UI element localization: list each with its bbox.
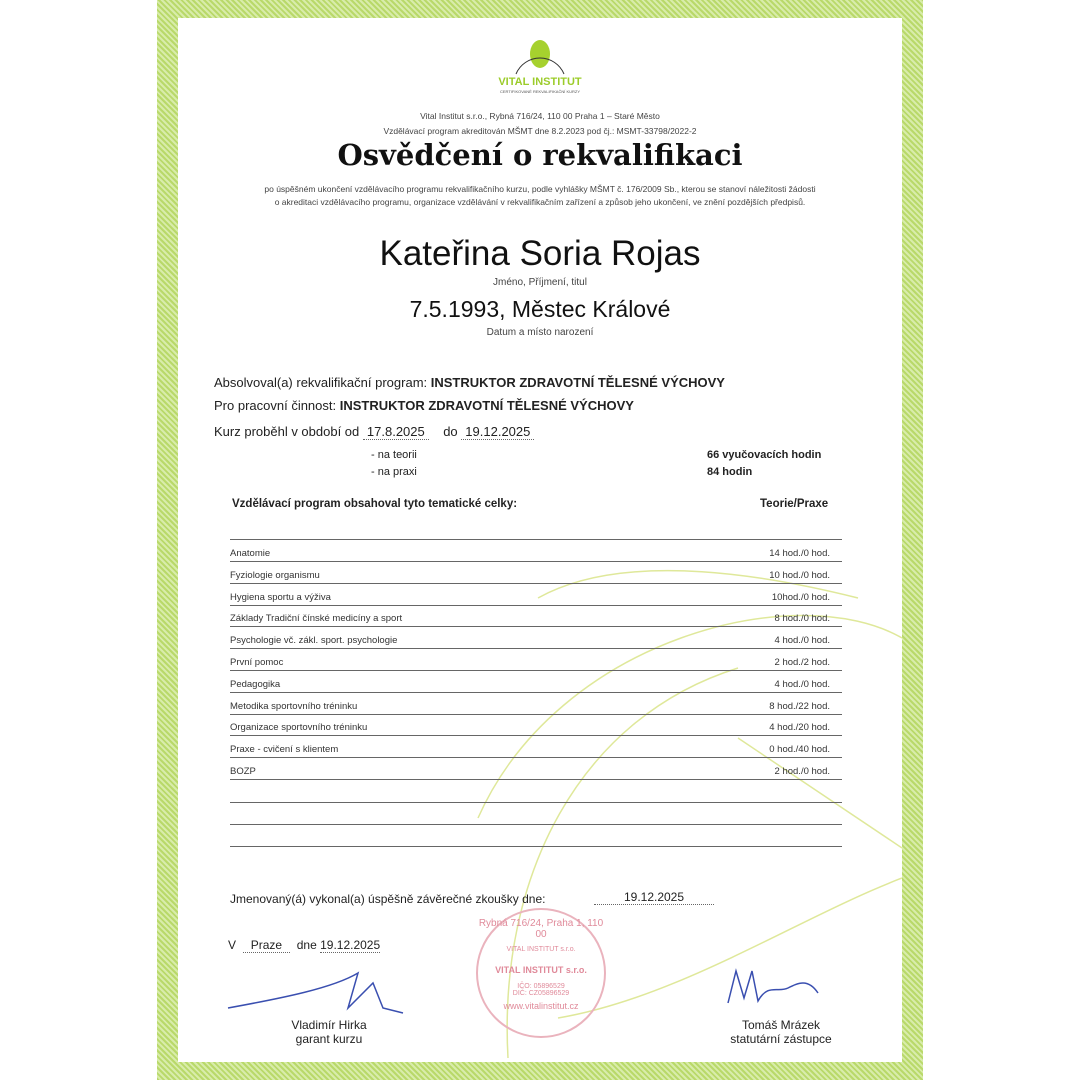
certificate-title: Osvědčení o rekvalifikaci xyxy=(337,138,743,172)
practice-hours: 84 hodin xyxy=(707,466,753,478)
table-row xyxy=(230,671,842,693)
table-row xyxy=(230,540,842,562)
table-header: Vzdělávací program obsahoval tyto tematické celky: xyxy=(232,498,518,510)
table-rule xyxy=(230,518,842,540)
program-line: Absolvoval(a) rekvalifikační program: INSTRUKTOR ZDRAVOTNÍ TĚLESNÉ VÝCHOVY xyxy=(214,375,725,390)
exam-label: Jmenovaný(á) vykonal(a) úspěšně závěrečné zkoušky dne: xyxy=(230,892,546,906)
place-line: V Praze dne 19.12.2025 xyxy=(228,938,381,952)
empty-row xyxy=(230,781,842,803)
practice-label: - na praxi xyxy=(371,466,417,478)
table-row xyxy=(230,627,842,649)
table-row xyxy=(230,649,842,671)
logo xyxy=(490,36,590,96)
signatory-1: Vladimír Hirka garant kurzu xyxy=(291,1018,367,1046)
table-header-right: Teorie/Praxe xyxy=(760,498,829,510)
birth-label: Datum a místo narození xyxy=(486,327,594,338)
hours: 10 hod./0 hod. xyxy=(769,569,830,581)
official-stamp: Rybná 716/24, Praha 1, 110 00 VITAL INSTITUT s.r.o. VITAL INSTITUT s.r.o. IČO: 05896529 DIČ: CZ05896529 www.vitalinstitut.cz xyxy=(476,908,606,1038)
theory-hours: 66 vyučovacích hodin xyxy=(707,449,822,461)
table-row xyxy=(230,562,842,584)
table-row xyxy=(230,758,842,780)
period-line: Kurz proběhl v období od 17.8.2025 do 19.12.2025 xyxy=(214,424,534,439)
topic: První pomoc xyxy=(230,657,284,668)
signature-hirka xyxy=(223,968,413,1018)
hours: 8 hod./0 hod. xyxy=(774,613,830,625)
table-row xyxy=(230,605,842,627)
hours: 14 hod./0 hod. xyxy=(769,548,830,559)
topic: Organizace sportovního tréninku xyxy=(230,722,368,734)
name-label: Jméno, Příjmení, titul xyxy=(493,277,587,288)
exam-date: 19.12.2025 xyxy=(594,890,714,905)
intro-line-1: po úspěšném ukončení vzdělávacího programu rekvalifikačního kurzu, podle vyhlášky MŠMT č. 176/2009 Sb., kterou se stanoví náležitosti žádosti xyxy=(264,184,816,194)
hours: 0 hod./40 hod. xyxy=(769,744,830,756)
holder-name: Kateřina Soria Rojas xyxy=(379,234,701,273)
hours: 2 hod./0 hod. xyxy=(774,766,830,777)
hours: 10hod./0 hod. xyxy=(771,591,830,603)
intro-line-2: o akreditaci vzdělávacího programu, organizace vzdělávání v rekvalifikačním zařízení a způsob jeho ukončení, ve znění pozdějších předpisů. xyxy=(274,197,806,207)
topic: Fyziologie organismu xyxy=(230,569,320,581)
topic: Psychologie vč. zákl. sport. psychologie xyxy=(230,635,398,647)
table-row xyxy=(230,736,842,758)
hours: 8 hod./22 hod. xyxy=(769,700,830,712)
table-row xyxy=(230,584,842,606)
topic: Základy Tradiční čínské medicíny a sport xyxy=(230,613,403,625)
empty-row xyxy=(230,803,842,825)
logo-leaf-icon xyxy=(490,36,590,76)
topic: Pedagogika xyxy=(230,678,281,690)
birth-info: 7.5.1993, Městec Králové xyxy=(409,296,671,322)
hours: 4 hod./0 hod. xyxy=(774,635,830,647)
logo-tagline: CERTIFIKOVANÉ REKVALIFIKAČNÍ KURZY xyxy=(499,89,580,94)
topic: Hygiena sportu a výživa xyxy=(230,591,331,603)
hours: 4 hod./20 hod. xyxy=(769,722,830,734)
accreditation: Vzdělávací program akreditován MŠMT dne 8.2.2023 pod čj.: MSMT-33798/2022-2 xyxy=(383,126,697,136)
topic: Praxe - cvičení s klientem xyxy=(230,744,339,756)
table-row xyxy=(230,714,842,736)
certificate xyxy=(178,18,902,1062)
theory-label: - na teorii xyxy=(371,449,417,461)
activity-line: Pro pracovní činnost: INSTRUKTOR ZDRAVOTNÍ TĚLESNÉ VÝCHOVY xyxy=(214,398,634,413)
logo-name: VITAL INSTITUT xyxy=(498,76,582,88)
signature-mrazek xyxy=(718,963,838,1008)
hours: 4 hod./0 hod. xyxy=(774,678,830,690)
empty-row xyxy=(230,825,842,847)
table-row xyxy=(230,693,842,715)
institute-address: Vital Institut s.r.o., Rybná 716/24, 110 00 Praha 1 – Staré Město xyxy=(420,111,660,121)
topic: BOZP xyxy=(230,766,256,777)
topic: Metodika sportovního tréninku xyxy=(230,700,358,712)
hours: 2 hod./2 hod. xyxy=(774,657,830,668)
signatory-2: Tomáš Mrázek statutární zástupce xyxy=(730,1018,832,1046)
topic: Anatomie xyxy=(230,548,271,559)
